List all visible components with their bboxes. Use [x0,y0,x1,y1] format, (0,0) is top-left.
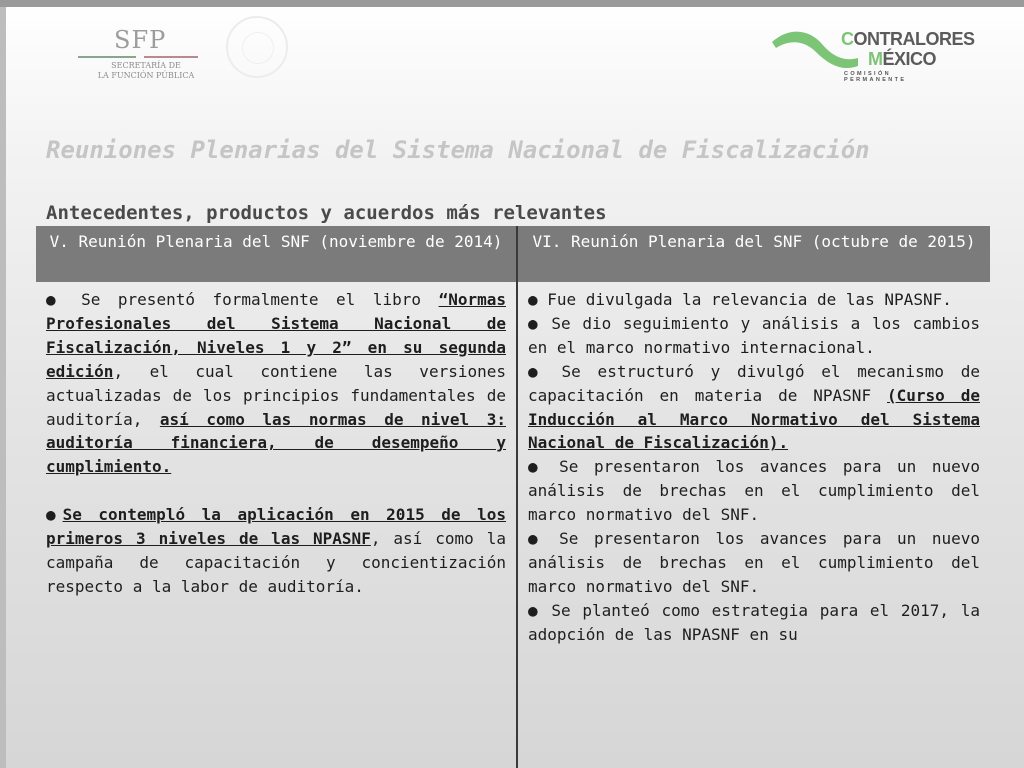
left-bullet-1 [46,288,506,479]
paragraph-gap [46,479,506,503]
left-bullet-2-text: , así como la campaña de capacitación y concientización respecto a la labor de auditoría. [46,529,506,596]
page-title: Reuniones Plenarias del Sistema Nacional de Fiscalización [46,136,870,164]
column-divider [516,226,518,768]
sfp-logo-name: SFP [114,26,167,54]
contralores-logo-line2-rest: ÉXICO [882,49,937,69]
right-bullet-3 [528,360,980,456]
sfp-logo-subtitle [94,61,198,81]
left-bullet-2 [46,503,506,599]
left-bullet-2-emphasis: Se contempló la aplicación en 2015 de los primeros 3 niveles de las NPASNF [46,505,506,549]
table-cell-left [46,288,506,599]
contralores-logo-line2: MÉXICO [868,49,937,69]
national-seal-icon [226,16,288,78]
sfp-logo-line-green [78,56,136,58]
left-bullet-1-emphasis: así como las normas de nivel 3: auditoría financiera, de desempeño y cumplimiento. [46,409,506,477]
sfp-logo-sub-line2: LA FUNCIÓN PÚBLICA [97,71,195,80]
right-bullet-1: ● Fue divulgada la relevancia de las NPASNF. [528,290,952,309]
left-bullet-2-bullet: ● [46,505,63,525]
contralores-logo-line1: CONTRALORES [841,29,975,49]
page-subtitle: Antecedentes, productos y acuerdos más relevantes [46,202,607,224]
right-bullet-6: ● Se planteó como estrategia para el 2017, la adopción de las NPASNF en su [528,600,980,644]
right-bullet-2: ● Se dio seguimiento y análisis a los cambios en el marco normativo internacional. [528,313,980,357]
left-bullet-1-book-title: “Normas Profesionales del Sistema Nacional de Fiscalización, Niveles 1 y 2” en su segunda edición [46,290,506,381]
left-bullet-1-text-c: , el cual contiene las versiones actualizadas de los principios fundamentales de auditoría, [46,361,506,429]
contralores-logo-line3: COMISIÓN PERMANENTE [844,71,907,83]
right-bullet-5: ● Se presentaron los avances para un nuevo análisis de brechas en el cumplimiento del marco normativo del SNF. [528,529,980,596]
sfp-logo [78,26,203,82]
right-bullet-3-emphasis: (Curso de Inducción al Marco Normativo del Sistema Nacional de Fiscalización). [528,385,980,453]
sfp-logo-line-red [144,56,198,58]
comparison-table [36,226,990,768]
table-cell-right [528,288,980,647]
table-header-left: V. Reunión Plenaria del SNF (noviembre de 2014) [36,226,516,282]
left-bullet-1-text-a: ● Se presentó formalmente el libro [46,290,439,309]
table-header-right: VI. Reunión Plenaria del SNF (octubre de 2015) [518,226,990,282]
top-border [0,0,1024,7]
left-border [0,7,6,768]
sfp-logo-sub-line1: SECRETARÍA DE [111,61,181,70]
right-bullet-3-text: ● Se estructuró y divulgó el mecanismo de capacitación en materia de NPASNF [528,361,980,405]
contralores-mexico-logo [770,28,975,83]
right-bullet-4: ● Se presentaron los avances para un nuevo análisis de brechas en el cumplimiento del marco normativo del SNF. [528,457,980,525]
contralores-logo-line1-rest: ONTRALORES [853,29,975,49]
